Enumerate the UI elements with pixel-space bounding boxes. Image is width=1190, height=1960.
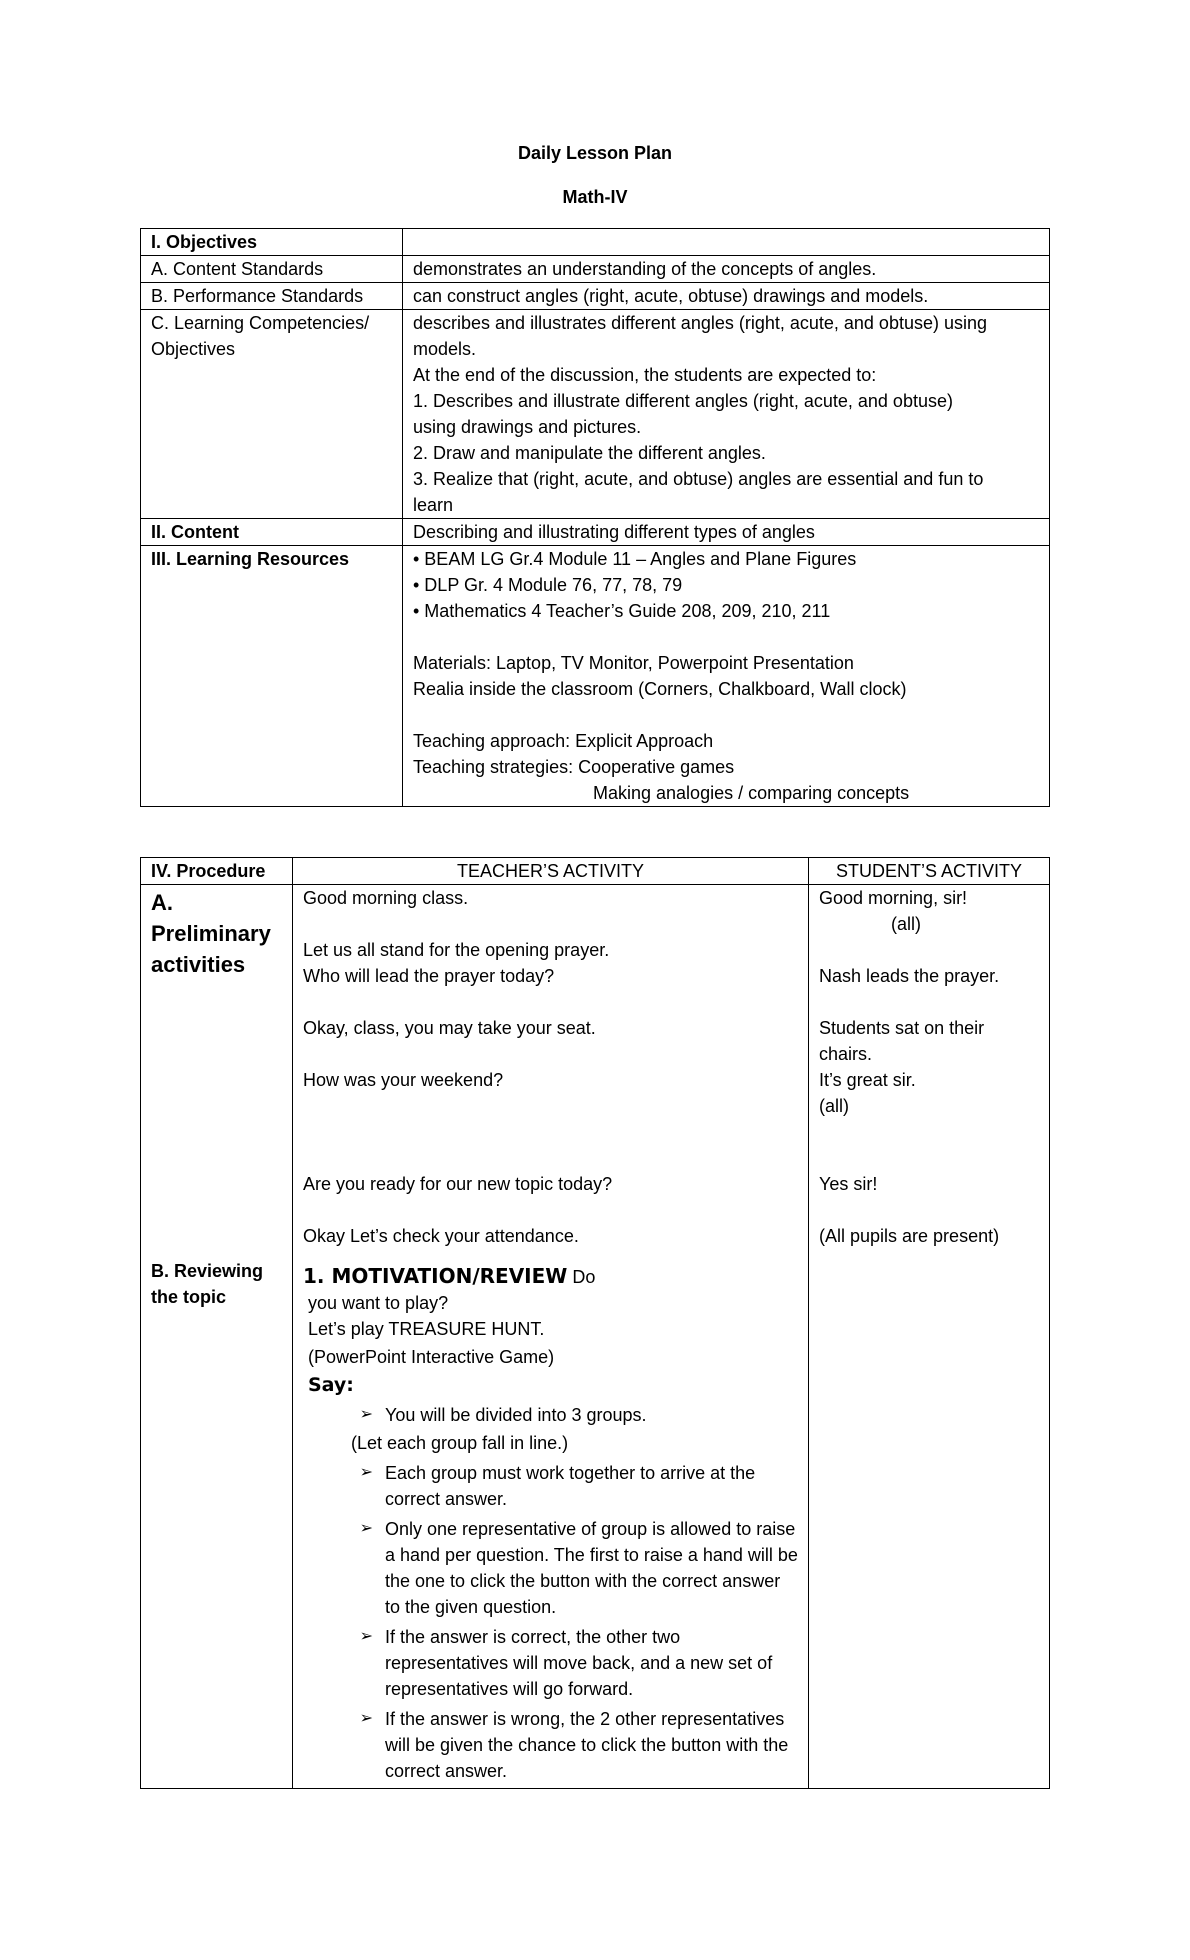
student-line: Yes sir!: [819, 1174, 878, 1194]
teacher-line: [303, 989, 798, 1015]
objectives-table: [140, 228, 1050, 807]
table-row: [141, 229, 1050, 256]
competency-line: 3. Realize that (right, acute, and obtuse) angles are essential and fun to: [413, 469, 984, 489]
arrow-bullet-icon: ➢: [359, 1406, 373, 1423]
teacher-line: Let us all stand for the opening prayer.: [303, 940, 610, 960]
procedure-header: IV. Procedure: [141, 858, 293, 885]
student-line: (all): [891, 914, 921, 934]
table-row: [141, 519, 1050, 546]
procedure-labels: [141, 885, 293, 1789]
student-line: (all): [819, 1096, 849, 1116]
bullet-text: You will be divided into 3 groups.: [385, 1405, 647, 1425]
student-activity-header: STUDENT’S ACTIVITY: [809, 858, 1050, 885]
student-line: [819, 1197, 1039, 1223]
resource-line: Making analogies / comparing concepts: [593, 783, 910, 803]
document-title: Daily Lesson Plan: [517, 143, 673, 163]
student-line: [819, 989, 1039, 1015]
resource-line: • DLP Gr. 4 Module 76, 77, 78, 79: [413, 575, 683, 595]
teacher-line: Okay Let’s check your attendance.: [303, 1226, 579, 1246]
competency-line: using drawings and pictures.: [413, 417, 642, 437]
motivation-heading-row: [303, 1263, 798, 1290]
section-b-line: B. Reviewing: [151, 1261, 264, 1281]
student-line: It’s great sir.: [819, 1070, 916, 1090]
list-item: [337, 1706, 798, 1784]
list-item: [337, 1402, 798, 1428]
student-line: Nash leads the prayer.: [819, 966, 1000, 986]
bullet-text: Only one representative of group is allowed to raise a hand per question. The first to raise a hand will be the one to click the button with the correct answer to the given question.: [385, 1519, 798, 1617]
say-label: Say:: [308, 1374, 354, 1396]
motivation-text: [303, 1290, 798, 1398]
list-item: [337, 1624, 798, 1702]
competency-line: models.: [413, 339, 477, 359]
resource-line: • Mathematics 4 Teacher’s Guide 208, 209, 210, 211: [413, 601, 831, 621]
resource-line: [413, 702, 1039, 728]
table-header-row: [141, 858, 1050, 885]
section-a-line: activities: [151, 952, 246, 977]
teacher-line: Who will lead the prayer today?: [303, 966, 555, 986]
resources-value: [403, 546, 1050, 807]
student-line: [819, 1145, 1039, 1171]
performance-standards-label: B. Performance Standards: [141, 283, 403, 310]
competencies-label-line: C. Learning Competencies/: [151, 313, 370, 333]
list-item: [337, 1516, 798, 1620]
resource-line: [413, 624, 1039, 650]
teacher-line: Okay, class, you may take your seat.: [303, 1018, 596, 1038]
resource-line: Teaching strategies: Cooperative games: [413, 757, 735, 777]
table-row: [141, 885, 1050, 1789]
competency-line: describes and illustrates different angles (right, acute, and obtuse) using: [413, 313, 988, 333]
bullet-subtext: (Let each group fall in line.): [351, 1433, 569, 1453]
student-line: Students sat on their: [819, 1018, 985, 1038]
table-row: [141, 283, 1050, 310]
table-row: [141, 546, 1050, 807]
teacher-activity-header: TEACHER’S ACTIVITY: [293, 858, 809, 885]
competency-line: learn: [413, 495, 454, 515]
competency-line: At the end of the discussion, the students are expected to:: [413, 365, 877, 385]
section-b-label: [151, 1258, 282, 1310]
teacher-line: [303, 1197, 798, 1223]
table-row: [141, 310, 1050, 519]
section-a-line: Preliminary: [151, 921, 271, 946]
motivation-heading: 1. MOTIVATION/REVIEW: [303, 1264, 568, 1288]
section-b-line: the topic: [151, 1287, 226, 1307]
content-value: Describing and illustrating different types of angles: [403, 519, 1050, 546]
document-subject: Math-IV: [562, 187, 628, 207]
procedure-table: [140, 857, 1050, 1789]
section-a-line: A.: [151, 890, 173, 915]
arrow-bullet-icon: ➢: [359, 1464, 373, 1481]
student-line: (All pupils are present): [819, 1226, 1000, 1246]
arrow-bullet-icon: ➢: [359, 1628, 373, 1645]
motivation-line: you want to play?: [308, 1293, 449, 1313]
competencies-value: [403, 310, 1050, 519]
bullet-text: Each group must work together to arrive at the correct answer.: [385, 1463, 756, 1509]
table-row: [141, 256, 1050, 283]
arrow-bullet-icon: ➢: [359, 1710, 373, 1727]
content-standards-label: A. Content Standards: [141, 256, 403, 283]
competency-line: 2. Draw and manipulate the different angles.: [413, 443, 766, 463]
teacher-line: [303, 1041, 798, 1067]
teacher-line: [303, 1093, 798, 1119]
teacher-line: [303, 1119, 798, 1145]
performance-standards-value: can construct angles (right, acute, obtuse) drawings and models.: [403, 283, 1050, 310]
student-line: chairs.: [819, 1044, 873, 1064]
resource-line: Realia inside the classroom (Corners, Chalkboard, Wall clock): [413, 679, 907, 699]
teacher-line: Are you ready for our new topic today?: [303, 1174, 613, 1194]
competency-line: 1. Describes and illustrate different angles (right, acute, and obtuse): [413, 391, 953, 411]
content-label: II. Content: [141, 519, 403, 546]
teacher-line: How was your weekend?: [303, 1070, 504, 1090]
competencies-label-line: Objectives: [151, 339, 236, 359]
objectives-label: I. Objectives: [141, 229, 403, 256]
bullet-text: If the answer is correct, the other two representatives will move back, and a new set of representatives will go forward.: [385, 1627, 773, 1699]
resource-line: Materials: Laptop, TV Monitor, Powerpoint Presentation: [413, 653, 854, 673]
resource-line: Teaching approach: Explicit Approach: [413, 731, 714, 751]
bullet-text: If the answer is wrong, the 2 other representatives will be given the chance to click the button with the correct answer.: [385, 1709, 789, 1781]
motivation-tail: Do: [567, 1267, 596, 1287]
teacher-activity: [293, 885, 809, 1789]
student-line: Good morning, sir!: [819, 888, 968, 908]
student-activity: [809, 885, 1050, 1789]
resources-label: III. Learning Resources: [141, 546, 403, 807]
competencies-label: [141, 310, 403, 519]
student-line: [819, 937, 1039, 963]
arrow-bullet-icon: ➢: [359, 1520, 373, 1537]
teacher-line: [303, 1145, 798, 1171]
teacher-line: Good morning class.: [303, 888, 469, 908]
student-line: [819, 1119, 1039, 1145]
objectives-value: [403, 229, 1050, 256]
section-a-label: [151, 887, 282, 980]
teacher-line: [303, 911, 798, 937]
content-standards-value: demonstrates an understanding of the concepts of angles.: [403, 256, 1050, 283]
resource-line: • BEAM LG Gr.4 Module 11 – Angles and Plane Figures: [413, 549, 857, 569]
list-item: [337, 1460, 798, 1512]
say-bullets: [303, 1402, 798, 1788]
motivation-line: (PowerPoint Interactive Game): [308, 1347, 555, 1367]
motivation-line: Let’s play TREASURE HUNT.: [308, 1319, 545, 1339]
